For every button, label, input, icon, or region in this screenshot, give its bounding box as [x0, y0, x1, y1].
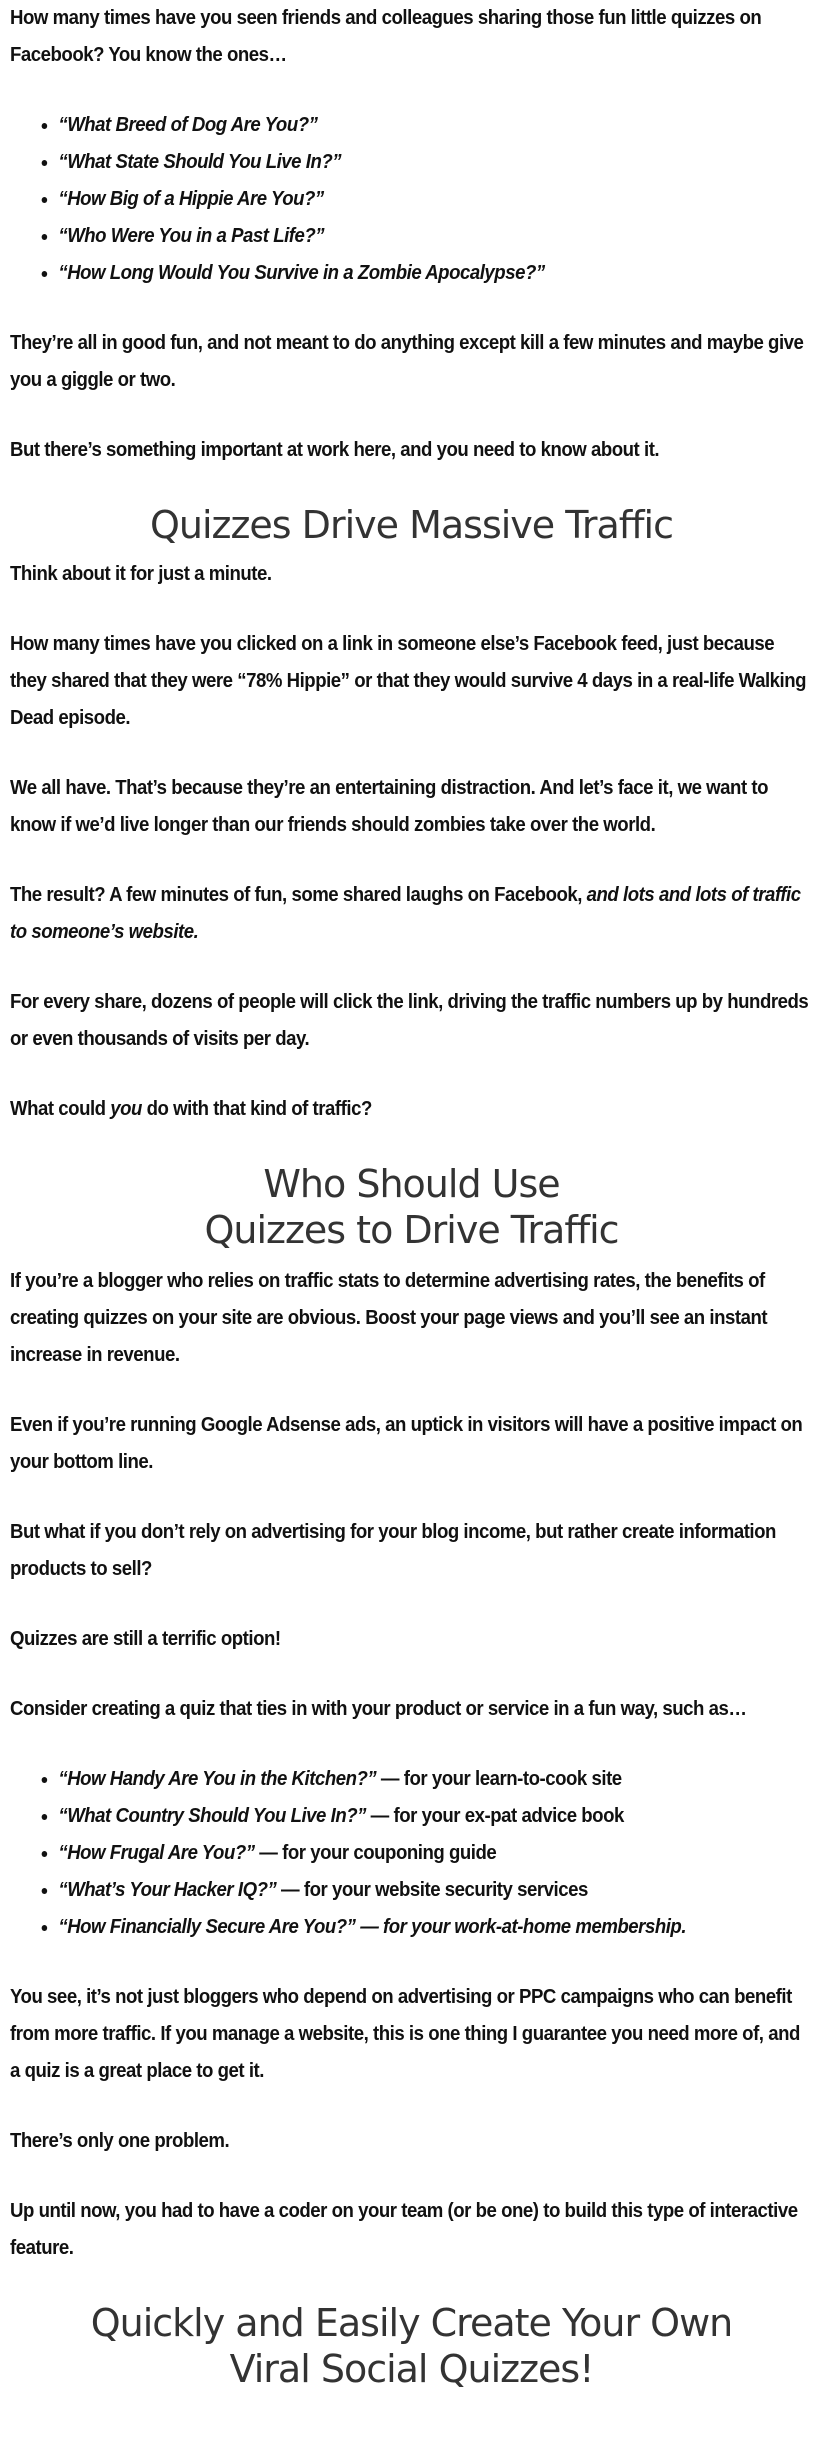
section-heading-traffic: Quizzes Drive Massive Traffic — [149, 503, 673, 547]
section2-paragraph-1: If you’re a blogger who relies on traffic stats to determine advertising rates, the benefits of creating quizzes on your site are obvious. Boost your page views and you’ll see an instant increase in revenue. — [10, 1270, 768, 1366]
section1-paragraph-6: What could you do with that kind of traffic? — [10, 1098, 372, 1120]
emphasis-text: and lots and lots of traffic to someone’s website. — [10, 884, 801, 943]
section-heading-who-should-use: Who Should Use Quizzes to Drive Traffic — [204, 1162, 619, 1252]
list-item: • “Who Were You in a Past Life?” — [58, 218, 821, 255]
section1-paragraph-4: The result? A few minutes of fun, some shared laughs on Facebook, and lots and lots of traffic to someone’s website. — [10, 884, 801, 943]
list-item: • “How Financially Secure Are You?” — for your work-at-home membership. — [58, 1909, 821, 1946]
list-item: • “How Long Would You Survive in a Zombie Apocalypse?” — [58, 255, 821, 292]
list-item: • “How Big of a Hippie Are You?” — [58, 181, 821, 218]
list-item: • “What State Should You Live In?” — [58, 144, 821, 181]
list-item: • “How Frugal Are You?” — for your couponing guide — [58, 1835, 821, 1872]
section2-paragraph-8: Up until now, you had to have a coder on your team (or be one) to build this type of interactive feature. — [10, 2200, 798, 2259]
section1-paragraph-1: Think about it for just a minute. — [10, 563, 272, 585]
intro-paragraph-1: How many times have you seen friends and colleagues sharing those fun little quizzes on Facebook? You know the ones… — [10, 7, 762, 66]
section2-paragraph-5: Consider creating a quiz that ties in with your product or service in a fun way, such as… — [10, 1698, 747, 1720]
section2-paragraph-7: There’s only one problem. — [10, 2130, 230, 2152]
intro-paragraph-2: They’re all in good fun, and not meant to do anything except kill a few minutes and maybe give you a giggle or two. — [10, 332, 804, 391]
section-heading-create-quizzes: Quickly and Easily Create Your Own Viral Social Quizzes! — [90, 2301, 733, 2391]
section2-paragraph-3: But what if you don’t rely on advertising for your blog income, but rather create information products to sell? — [10, 1521, 776, 1580]
section1-paragraph-3: We all have. That’s because they’re an entertaining distraction. And let’s face it, we want to know if we’d live longer than our friends should zombies take over the world. — [10, 777, 769, 836]
quiz-examples-list — [10, 107, 821, 292]
section1-paragraph-5: For every share, dozens of people will click the link, driving the traffic numbers up by hundreds or even thousands of visits per day. — [10, 991, 809, 1050]
emphasis-text: you — [110, 1098, 142, 1120]
list-item: • “What Country Should You Live In?” — for your ex-pat advice book — [58, 1798, 821, 1835]
list-item: • “What’s Your Hacker IQ?” — for your website security services — [58, 1872, 821, 1909]
list-item: • “What Breed of Dog Are You?” — [58, 107, 821, 144]
intro-paragraph-3: But there’s something important at work here, and you need to know about it. — [10, 439, 660, 461]
section1-paragraph-2: How many times have you clicked on a link in someone else’s Facebook feed, just because they shared that they were “78% Hippie” or that they would survive 4 days in a real-life Walking Dead episode. — [10, 633, 807, 729]
section2-paragraph-4: Quizzes are still a terrific option! — [10, 1628, 281, 1650]
section2-paragraph-6: You see, it’s not just bloggers who depend on advertising or PPC campaigns who can benefit from more traffic. If you manage a website, this is one thing I guarantee you need more of, and a quiz is a great place to get it. — [10, 1986, 800, 2082]
section2-paragraph-2: Even if you’re running Google Adsense ads, an uptick in visitors will have a positive impact on your bottom line. — [10, 1414, 803, 1473]
product-quiz-examples-list — [10, 1761, 821, 1946]
list-item: • “How Handy Are You in the Kitchen?” — for your learn-to-cook site — [58, 1761, 821, 1798]
